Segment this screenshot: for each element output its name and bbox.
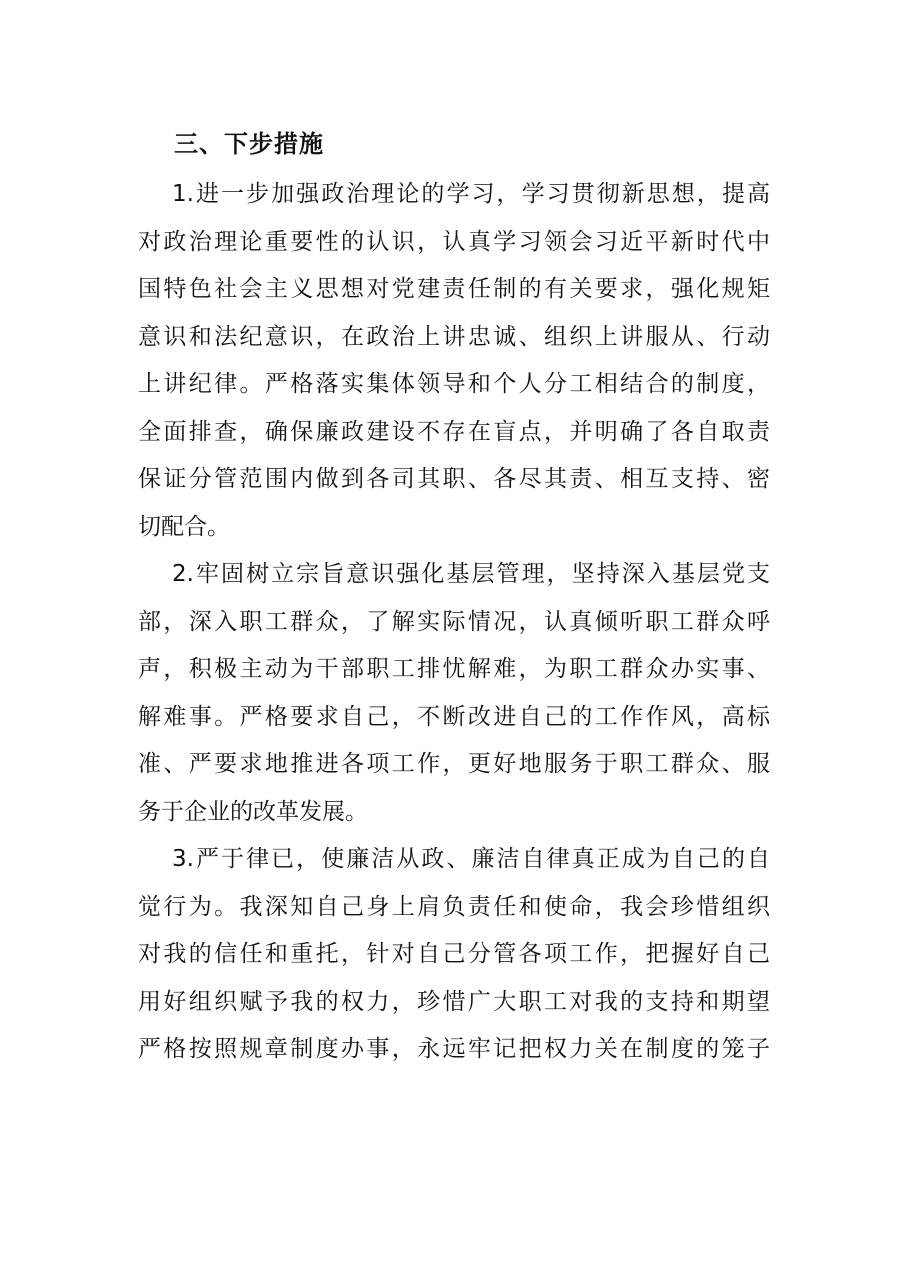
paragraph-1-line-4: 意识和法纪意识，在政治上讲忠诚、组织上讲服从、行动 [138,324,770,350]
paragraph-1-line-7: 保证分管范围内做到各司其职、各尽其责、相互支持、密 [138,466,770,492]
paragraph-2-line-2: 部，深入职工群众，了解实际情况，认真倾听职工群众呼 [138,609,770,635]
paragraph-3-line-5: 严格按照规章制度办事，永远牢记把权力关在制度的笼子 [138,1036,770,1062]
paragraph-2-line-1: 2.牢固树立宗旨意识强化基层管理，坚持深入基层党支 [172,561,770,587]
paragraph-3-line-1: 3.严于律已，使廉洁从政、廉洁自律真正成为自己的自 [172,846,770,872]
paragraph-2-line-3: 声，积极主动为干部职工排忧解难，为职工群众办实事、 [138,656,770,682]
paragraph-2-line-5: 准、严要求地推进各项工作，更好地服务于职工群众、服 [138,751,770,777]
paragraph-2-line-6: 务于企业的改革发展。 [138,799,368,825]
paragraph-1-line-2: 对政治理论重要性的认识，认真学习领会习近平新时代中 [138,229,770,255]
paragraph-1-line-6: 全面排查，确保廉政建设不存在盲点，并明确了各自取责 [138,419,770,445]
section-heading: 三、下步措施 [174,130,324,158]
paragraph-2-line-4: 解难事。严格要求自己，不断改进自己的工作作风，高标 [138,704,770,730]
paragraph-3-line-4: 用好组织赋予我的权力，珍惜广大职工对我的支持和期望 [138,989,770,1015]
paragraph-1-line-8: 切配合。 [138,514,230,540]
paragraph-1-line-3: 国特色社会主义思想对党建责任制的有关要求，强化规矩 [138,276,770,302]
paragraph-1-line-1: 1.进一步加强政治理论的学习，学习贯彻新思想，提高 [172,181,770,207]
paragraph-3-line-2: 觉行为。我深知自己身上肩负责任和使命，我会珍惜组织 [138,894,770,920]
paragraph-3-line-3: 对我的信任和重托，针对自己分管各项工作，把握好自己 [138,941,770,967]
paragraph-1-line-5: 上讲纪律。严格落实集体领导和个人分工相结合的制度， [138,371,770,397]
